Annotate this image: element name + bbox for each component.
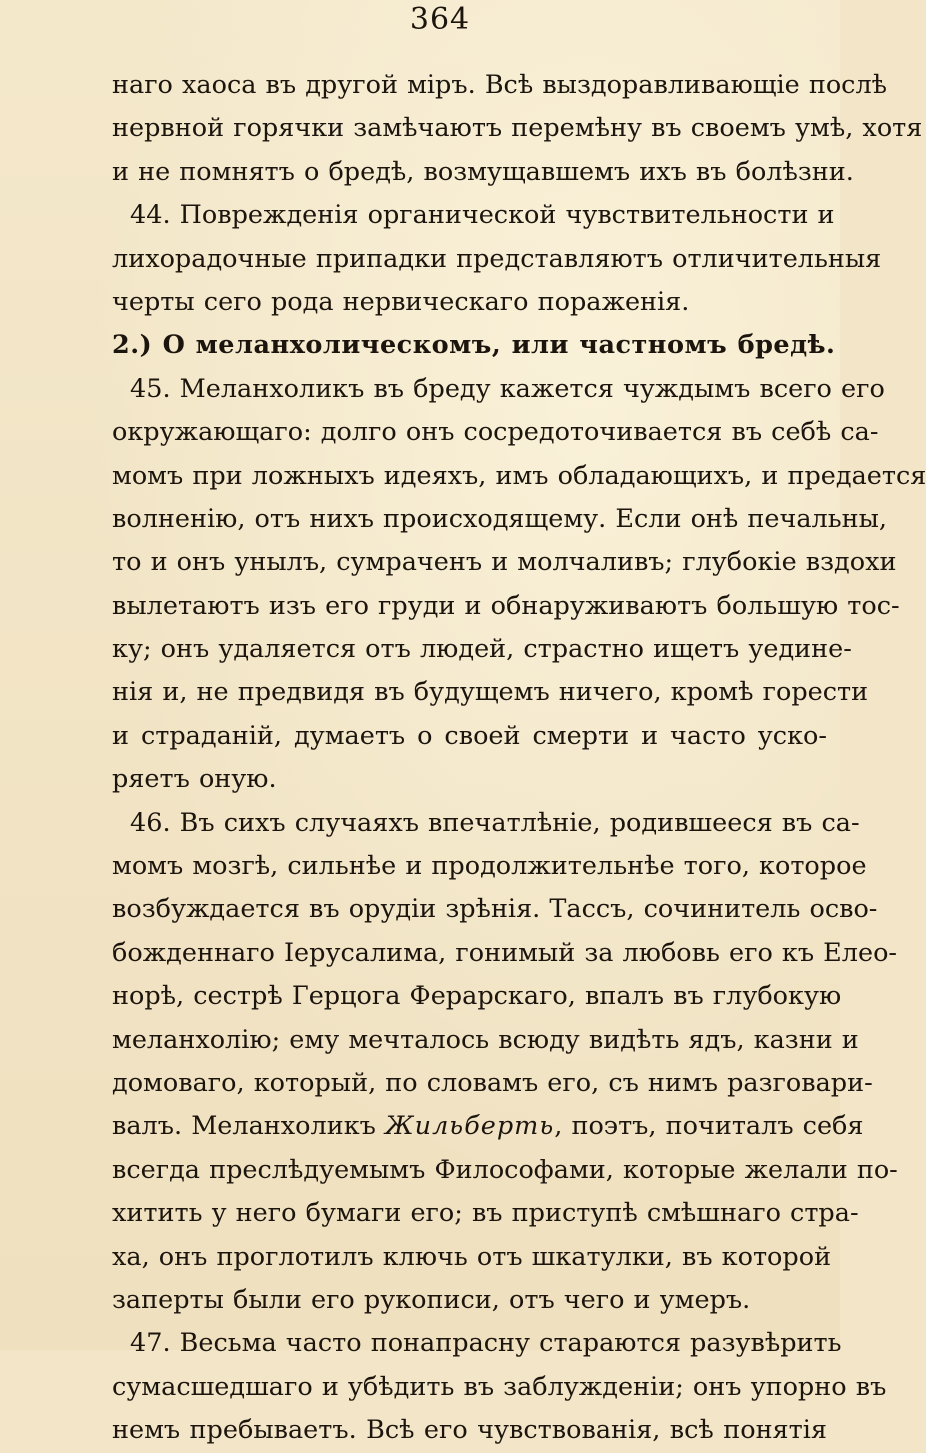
text-line: возбуждается въ орудiи зрѣнiя. Тассъ, сочинитель осво- bbox=[112, 894, 878, 925]
text-line: момъ при ложныхъ идеяхъ, имъ обладающихъ, и предается bbox=[112, 460, 926, 491]
text-line: сумасшедшаго и убѣдить въ заблужденiи; онъ упорно въ bbox=[112, 1371, 887, 1402]
text-line: черты сего рода нервическаго пораженiя. bbox=[112, 286, 690, 317]
text-line: нервной горячки замѣчаютъ перемѣну въ своемъ умѣ, хотя bbox=[112, 113, 923, 144]
page-number: 364 bbox=[409, 2, 471, 37]
text-line: то и онъ унылъ, сумраченъ и молчаливъ; глубокiе вздохи bbox=[112, 547, 897, 578]
paragraph-45-start: 45. Меланхоликъ въ бреду кажется чуждымъ всего его bbox=[130, 373, 885, 404]
text-line: домоваго, который, по словамъ его, съ нимъ разговари- bbox=[112, 1067, 873, 1098]
text-line: норѣ, сестрѣ Герцога Ферарскаго, впалъ въ глубокую bbox=[112, 981, 842, 1012]
text-line: момъ мозгѣ, сильнѣе и продолжительнѣе того, которое bbox=[112, 851, 867, 882]
text-line: хитить у него бумаги его; въ приступѣ смѣшнаго стра- bbox=[112, 1198, 859, 1229]
text-line: заперты были его рукописи, отъ чего и умеръ. bbox=[112, 1284, 751, 1315]
text-line: ха, онъ проглотилъ ключь отъ шкатулки, въ которой bbox=[112, 1241, 832, 1272]
text-segment: валъ. Меланхоликъ bbox=[112, 1111, 385, 1142]
text-line: и страданiй, думаетъ о своей смерти и часто уско- bbox=[112, 720, 827, 751]
text-line: окружающаго: долго онъ сосредоточивается въ себѣ са- bbox=[112, 417, 879, 448]
body-text bbox=[112, 64, 926, 1453]
paragraph-46-start: 46. Въ сихъ случаяхъ впечатлѣнiе, родившееся въ са- bbox=[130, 807, 860, 838]
text-line: ку; онъ удаляется отъ людей, страстно ищетъ уедине- bbox=[112, 634, 852, 665]
text-line: ряетъ оную. bbox=[112, 764, 277, 795]
text-segment: , поэтъ, почиталъ себя bbox=[554, 1111, 864, 1142]
text-line: меланхолiю; ему мечталось всюду видѣть ядъ, казни и bbox=[112, 1024, 859, 1055]
text-line: и не помнятъ о бредѣ, возмущавшемъ ихъ въ болѣзни. bbox=[112, 156, 854, 187]
italic-name: Жильберть bbox=[385, 1111, 555, 1142]
section-heading: 2.) О меланхолическомъ, или частномъ бредѣ. bbox=[112, 330, 836, 361]
text-line: наго хаоса въ другой мiръ. Всѣ выздоравливающiе послѣ bbox=[112, 70, 888, 100]
text-line-with-italic bbox=[112, 1105, 864, 1148]
text-line: нiя и, не предвидя въ будущемъ ничего, кромѣ горести bbox=[112, 677, 869, 708]
text-line: божденнаго Iерусалима, гонимый за любовь его къ Елео- bbox=[112, 937, 898, 968]
text-line: немъ пребываетъ. Всѣ его чувствованiя, всѣ понятiя bbox=[112, 1415, 827, 1446]
text-line: всегда преслѣдуемымъ Философами, которые желали по- bbox=[112, 1154, 898, 1185]
paragraph-44-start: 44. Поврежденiя органической чувствительности и bbox=[130, 200, 835, 231]
text-line: лихорадочные припадки представляютъ отличительныя bbox=[112, 243, 882, 274]
text-line: вылетаютъ изъ его груди и обнаруживаютъ большую тос- bbox=[112, 590, 900, 621]
paragraph-47-start: 47. Весьма часто понапрасну стараются разувѣрить bbox=[130, 1328, 842, 1359]
text-line: волненiю, отъ нихъ происходящему. Если онѣ печальны, bbox=[112, 503, 888, 534]
